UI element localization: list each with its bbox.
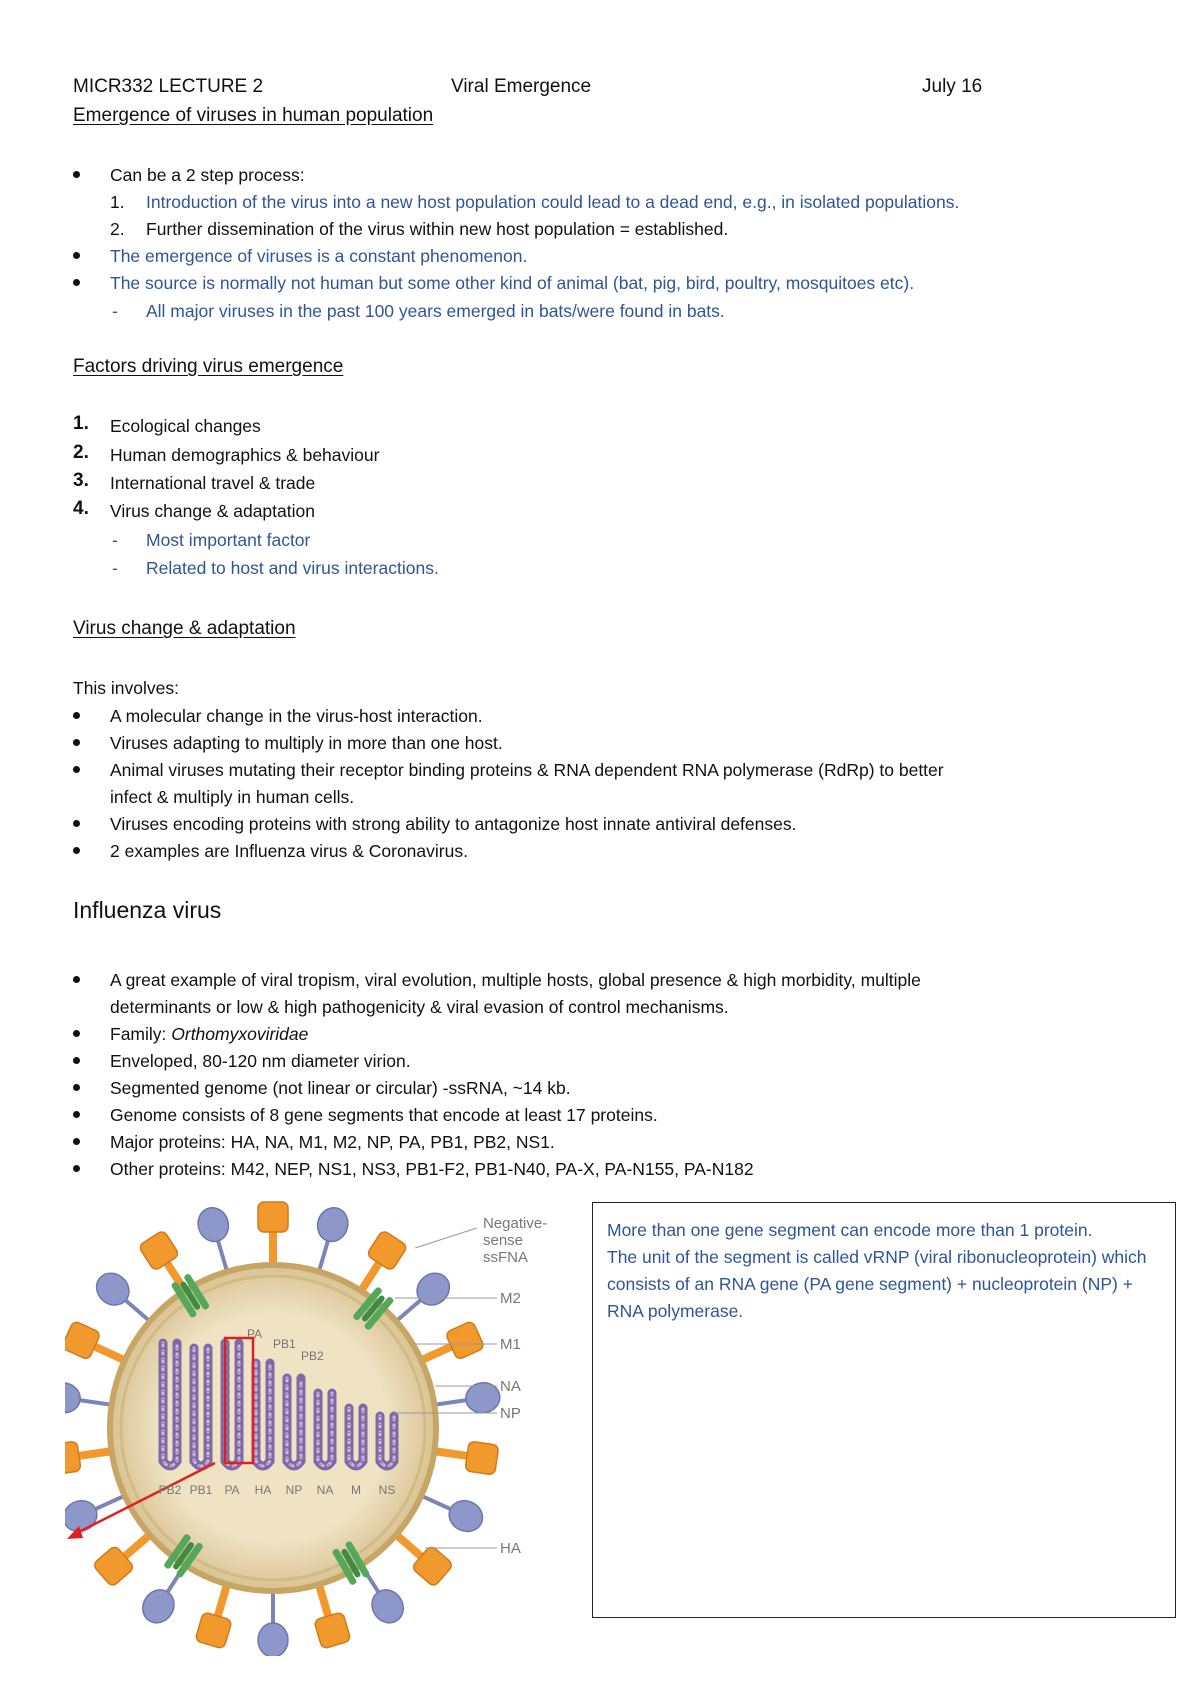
leader-negative <box>415 1228 477 1248</box>
factor-num-2: 2. <box>73 442 89 463</box>
bullet-antagonize: Viruses encoding proteins with strong ability to antagonize host innate antiviral defenses. <box>110 814 797 834</box>
segment-label: HA <box>254 1483 272 1497</box>
note-box <box>592 1202 1176 1618</box>
lecture-topic: Viral Emergence <box>451 76 592 97</box>
bullet-dot <box>73 847 80 854</box>
bullet-tropism-b: determinants or low & high pathogenicity & viral evasion of control mechanisms. <box>110 997 729 1017</box>
label-pb2-top: PB2 <box>301 1349 324 1363</box>
section-title-emergence: Emergence of viruses in human population <box>73 105 434 126</box>
factor-travel: International travel & trade <box>110 473 316 493</box>
segment-label: PB1 <box>189 1483 213 1497</box>
segment-label: PA <box>224 1483 240 1497</box>
bullet-family <box>110 1021 308 1048</box>
bullet-multiply: Viruses adapting to multiply in more than one host. <box>110 733 503 753</box>
bullet-molecular: A molecular change in the virus-host interaction. <box>110 706 483 726</box>
label-m1: M1 <box>500 1336 521 1353</box>
bullet-genome: Genome consists of 8 gene segments that encode at least 17 proteins. <box>110 1105 658 1125</box>
ha-spike <box>429 1436 499 1475</box>
section-title-factors: Factors driving virus emergence <box>73 356 344 377</box>
bullet-dot <box>73 1057 80 1064</box>
lecture-date: July 16 <box>922 76 983 97</box>
factor-num-4: 4. <box>73 498 89 519</box>
segment-label: PB2 <box>158 1483 182 1497</box>
label-pa-top: PA <box>247 1327 263 1341</box>
sub-introduction: Introduction of the virus into a new host population could lead to a dead end, e.g., in isolated populations. <box>146 192 960 212</box>
bullet-tropism-a: A great example of viral tropism, viral evolution, multiple hosts, global presence & high morbidity, multiple <box>110 970 921 990</box>
family-prefix: Family: <box>110 1024 172 1044</box>
factor-demographics: Human demographics & behaviour <box>110 445 380 465</box>
influenza-virion-diagram <box>65 1188 585 1656</box>
factor-virus-change: Virus change & adaptation <box>110 501 315 521</box>
bullet-segmented: Segmented genome (not linear or circular) -ssRNA, ~14 kb. <box>110 1078 571 1098</box>
segment-label: M <box>351 1483 361 1497</box>
bullet-enveloped: Enveloped, 80-120 nm diameter virion. <box>110 1051 411 1071</box>
dash-marker: - <box>112 301 118 321</box>
sub-num-1: 1. <box>110 192 125 212</box>
label-ha: HA <box>500 1540 521 1557</box>
bullet-dot <box>73 279 80 286</box>
bullet-dot <box>73 252 80 259</box>
label-m2: M2 <box>500 1290 521 1307</box>
label-sense: sense <box>483 1232 524 1249</box>
section-title-influenza: Influenza virus <box>73 897 222 923</box>
bullet-dot <box>73 1084 80 1091</box>
factor-ecological: Ecological changes <box>110 416 261 436</box>
bullet-source: The source is normally not human but some other kind of animal (bat, pig, bird, poultry, mosquitoes etc). <box>110 273 915 293</box>
label-pb1-top: PB1 <box>273 1337 296 1351</box>
family-name: Orthomyxoviridae <box>171 1024 309 1044</box>
label-negative: Negative- <box>483 1215 548 1232</box>
bullet-dot <box>73 766 80 773</box>
bullet-other-proteins: Other proteins: M42, NEP, NS1, NS3, PB1-F2, PB1-N40, PA-X, PA-N155, PA-N182 <box>110 1159 754 1179</box>
bullet-dot <box>73 976 80 983</box>
bullet-dot <box>73 1165 80 1172</box>
note-paragraph-2: The unit of the segment is called vRNP (viral ribonucleoprotein) which consists of an RNA gene (PA gene segment) + nucleoprotein (NP) + RNA polymerase. <box>607 1247 1147 1321</box>
sub-dissemination: Further dissemination of the virus within new host population = established. <box>146 219 729 239</box>
bullet-dot <box>73 739 80 746</box>
bullet-mutating-b: infect & multiply in human cells. <box>110 787 355 807</box>
involves-intro: This involves: <box>73 678 180 698</box>
label-na: NA <box>500 1378 521 1395</box>
label-np: NP <box>500 1405 521 1422</box>
sub-host-virus: Related to host and virus interactions. <box>146 558 439 578</box>
bullet-examples: 2 examples are Influenza virus & Coronavirus. <box>110 841 468 861</box>
factor-num-3: 3. <box>73 470 89 491</box>
factor-num-1: 1. <box>73 413 89 434</box>
bullet-two-step: Can be a 2 step process: <box>110 165 305 185</box>
course-code: MICR332 LECTURE 2 <box>73 76 264 97</box>
segment-label: NA <box>316 1483 334 1497</box>
bullet-dot <box>73 1030 80 1037</box>
label-ssrna: ssFNA <box>483 1249 528 1266</box>
segment-label: NP <box>285 1483 303 1497</box>
sub-num-2: 2. <box>110 219 125 239</box>
dash-marker: - <box>112 530 118 550</box>
bullet-dot <box>73 1138 80 1145</box>
bullet-dot <box>73 712 80 719</box>
section-title-virus-change: Virus change & adaptation <box>73 618 296 639</box>
bullet-dot <box>73 1111 80 1118</box>
na-spike <box>258 1586 288 1656</box>
dash-marker: - <box>112 558 118 578</box>
sub-most-important: Most important factor <box>146 530 311 550</box>
note-paragraph-1: More than one gene segment can encode more than 1 protein. <box>607 1220 1093 1240</box>
bullet-major-proteins: Major proteins: HA, NA, M1, M2, NP, PA, PB1, PB2, NS1. <box>110 1132 555 1152</box>
bullet-constant: The emergence of viruses is a constant phenomenon. <box>110 246 528 266</box>
ha-spike <box>258 1202 288 1268</box>
segment-label: NS <box>378 1483 396 1497</box>
bullet-mutating-a: Animal viruses mutating their receptor binding proteins & RNA dependent RNA polymerase (RdRp) to better <box>110 760 944 780</box>
sub-bats: All major viruses in the past 100 years emerged in bats/were found in bats. <box>146 301 725 321</box>
bullet-dot <box>73 171 80 178</box>
bullet-dot <box>73 820 80 827</box>
